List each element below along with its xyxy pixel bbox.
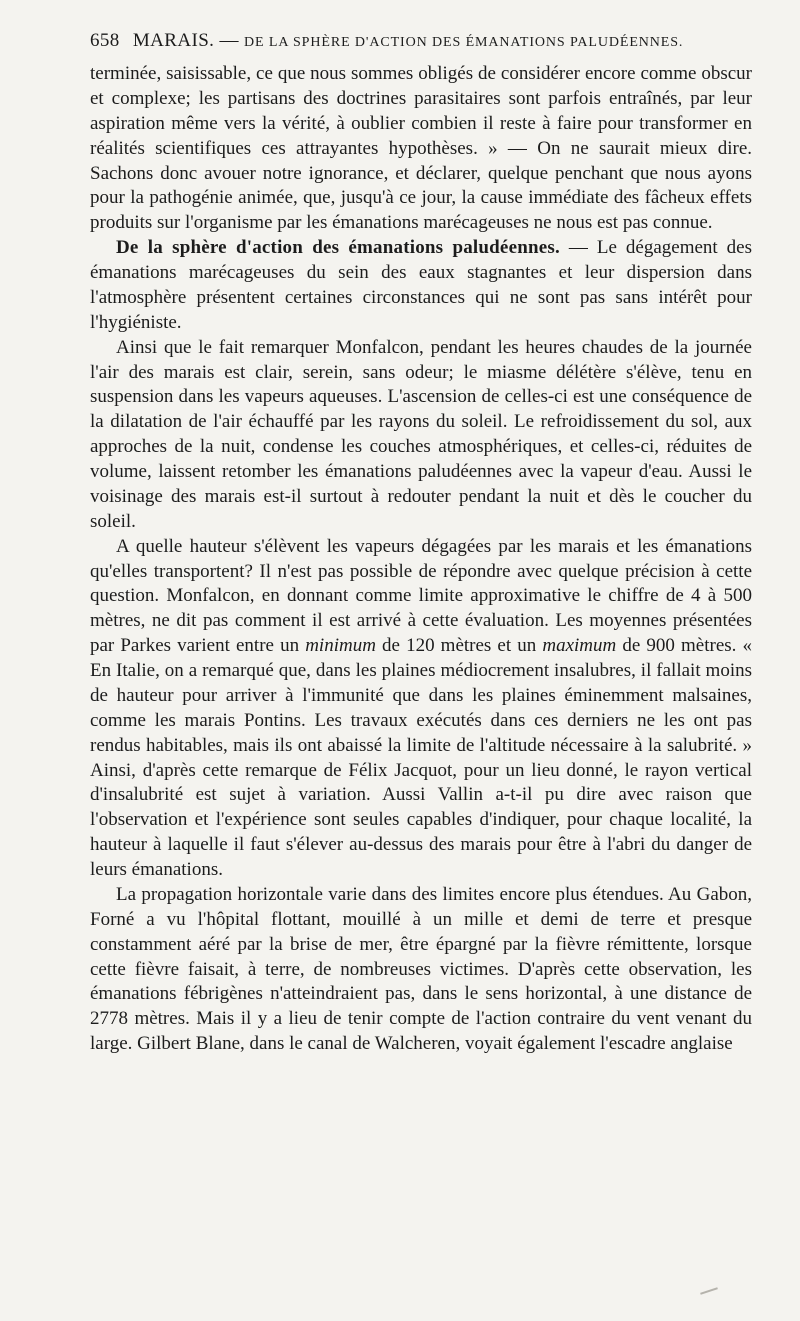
pencil-mark	[700, 1287, 718, 1294]
paragraph-text: de 900 mètres. « En Italie, on a remarqué que, dans les plaines médiocrement insalubres, il fallait moins de hauteur pour arriver à l'immunité que dans les plaines éminemment malsaines, comme les marais Pontins. Les travaux exécutés dans ces derniers ne les ont pas rendus habitables, mais ils ont abaissé la limite de l'altitude nécessaire à la salubrité. » Ainsi, d'après cette remarque de Félix Jacquot, pour un lieu donné, le rayon vertical d'insalubrité est sujet à variation. Aussi Vallin a-t-il pu dire avec raison que l'observation et l'expérience sont seules capables d'indiquer, pour chaque localité, la hauteur à laquelle il faut s'élever au-dessus des marais pour être à l'abri du danger de leurs émanations.	[90, 635, 753, 880]
section-paragraph	[90, 236, 752, 336]
page-header	[90, 28, 752, 54]
page-number: 658	[90, 30, 120, 51]
paragraph: Ainsi que le fait remarquer Monfalcon, pendant les heures chaudes de la journée l'air des marais est clair, serein, sans odeur; le miasme délétère s'élève, tenu en suspension dans les vapeurs aqueuses. L'ascension de celles-ci est une conséquence de la dilatation de l'air échauffé par les rayons du soleil. Le refroidissement du sol, aux approches de la nuit, condense les couches atmosphériques, et celles-ci, réduites de volume, laissent retomber les émanations paludéennes avec la vapeur d'eau. Aussi le voisinage des marais est-il surtout à redouter pendant la nuit et dès le coucher du soleil.	[90, 336, 752, 532]
section-title: De la sphère d'action des émanations paludéennes.	[116, 237, 560, 259]
paragraph	[90, 535, 752, 883]
paragraph: La propagation horizontale varie dans des limites encore plus étendues. Au Gabon, Forné a vu l'hôpital flottant, mouillé à un mille et demi de terre et presque constamment aéré par la brise de mer, être épargné par la fièvre rémittente, lorsque cette fièvre faisait, à terre, de nombreuses victimes. D'après cette observation, les émanations fébrigènes n'atteindraient pas, dans le sens horizontal, à une distance de 2778 mètres. Mais il y a lieu de tenir compte de l'action contraire du vent venant du large. Gilbert Blane, dans le canal de Walcheren, voyait également l'escadre anglaise	[90, 883, 752, 1055]
header-title: MARAIS.	[132, 30, 215, 51]
bleed-through-area	[180, 1218, 780, 1258]
book-page	[90, 28, 752, 1057]
paragraph-text: de 120 mètres et un	[375, 635, 543, 657]
italic-term: maximum	[542, 635, 617, 657]
section-text: — Le dégagement des émanations marécageuses du sein des eaux stagnantes et leur dispersion dans l'atmosphère présentent certaines circonstances qui ne sont pas sans intérêt pour l'hygiéniste.	[90, 237, 753, 333]
paragraph-text: A quelle hauteur s'élèvent les vapeurs dégagées par les marais et les émanations qu'elles transportent? Il n'est pas possible de répondre avec quelque précision à cette question. Monfalcon, en donnant comme limite approximative le chiffre de 4 à 500 mètres, ne dit pas comment il est arrivé à cette évaluation. Les moyennes présentées par Parkes varient entre un	[90, 535, 752, 657]
running-title: DE LA SPHÈRE D'ACTION DES ÉMANATIONS PALUDÉENNES.	[244, 35, 684, 50]
italic-term: minimum	[305, 635, 376, 657]
page-body	[90, 62, 752, 1057]
paragraph: terminée, saisissable, ce que nous sommes obligés de considérer encore comme obscur et complexe; les partisans des doctrines parasitaires sont parfois entraînés, par leur aspiration même vers la vérité, à oublier combien il reste à faire pour transformer en réalités scientifiques ces attrayantes hypothèses. » — On ne saurait mieux dire. Sachons donc avouer notre ignorance, et déclarer, quelque penchant que nous ayons pour la pathogénie animée, que, jusqu'à ce jour, la cause immédiate des fâcheux effets produits sur l'organisme par les émanations marécageuses ne nous est pas connue.	[90, 63, 752, 234]
header-dash: —	[219, 30, 239, 51]
